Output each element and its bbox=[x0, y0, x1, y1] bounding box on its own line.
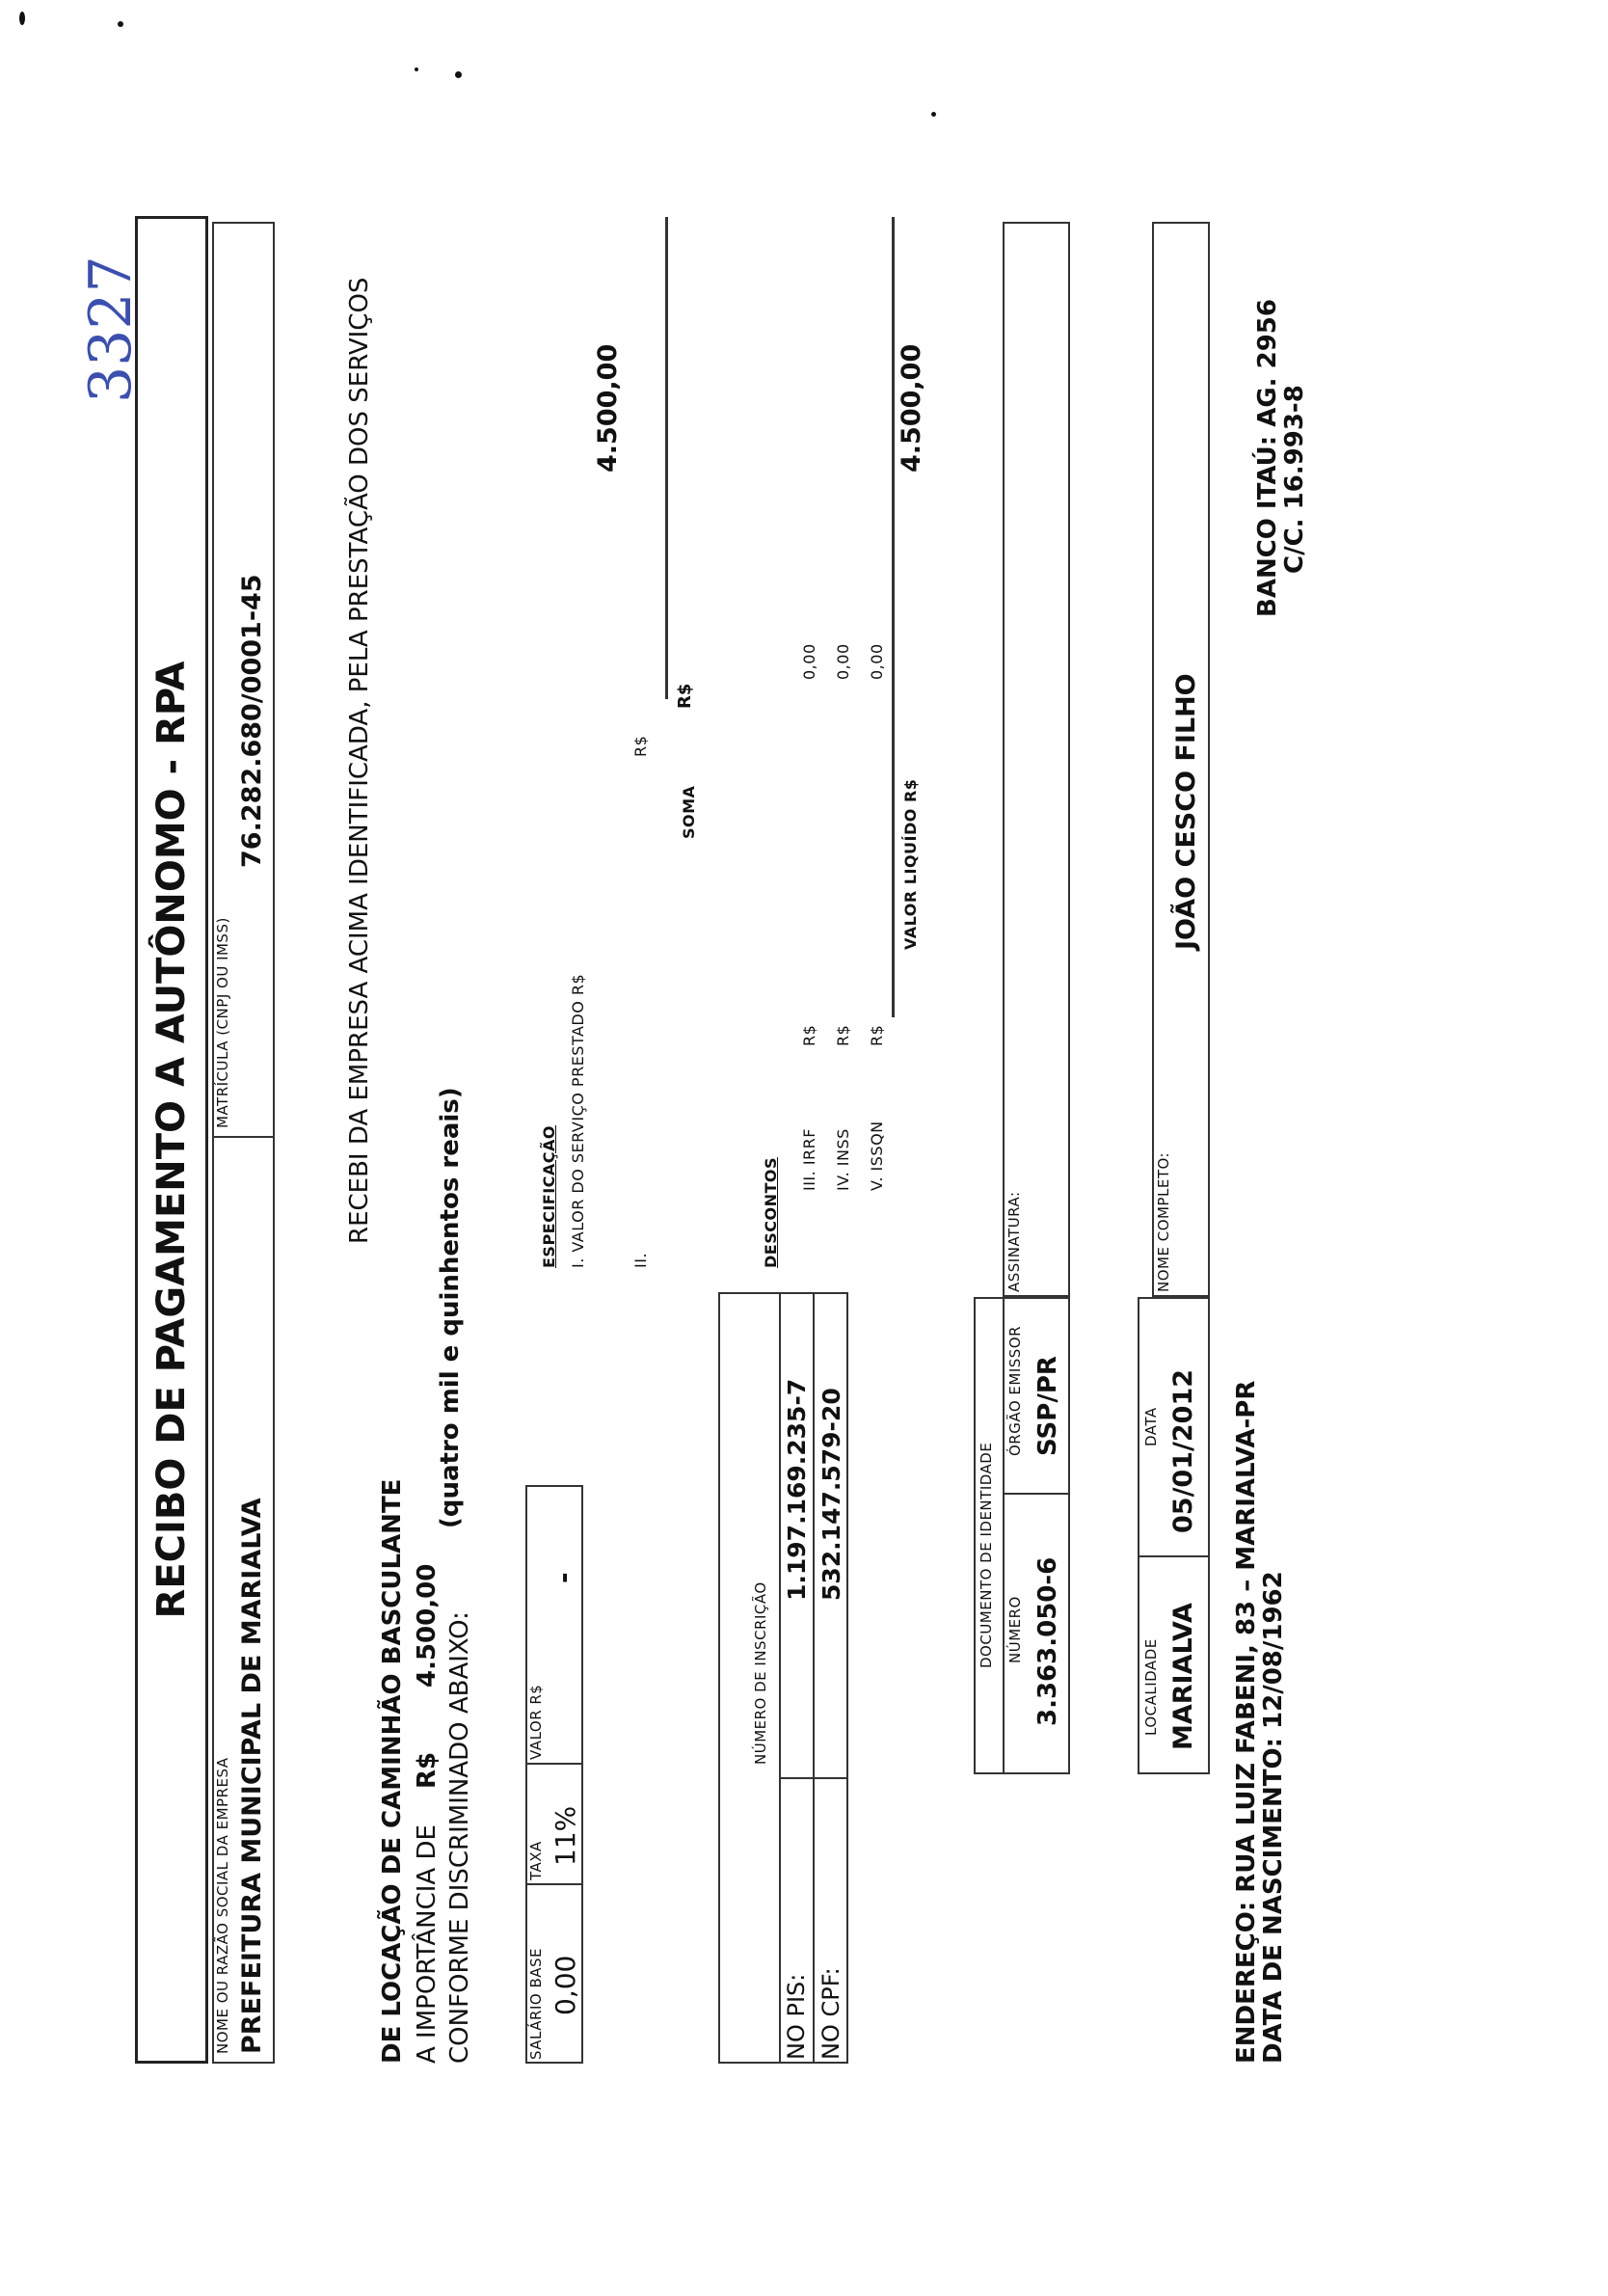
localidade-value: MARIALVA bbox=[1168, 1603, 1198, 1750]
issqn-value: 0,00 bbox=[868, 643, 886, 680]
divider bbox=[779, 1777, 848, 1779]
importancia-value: 4.500,00 bbox=[413, 1563, 442, 1688]
empresa-label: NOME OU RAZÃO SOCIAL DA EMPRESA bbox=[214, 1757, 231, 2054]
divider bbox=[525, 1883, 583, 1885]
descontos-header: DESCONTOS bbox=[762, 1156, 780, 1268]
nome-value: JOÃO CESCO FILHO bbox=[1171, 673, 1201, 950]
valor-value: - bbox=[548, 1572, 579, 1583]
soma-label: SOMA bbox=[680, 785, 698, 839]
item2-currency: R$ bbox=[631, 735, 650, 757]
importancia-currency: R$ bbox=[413, 1751, 442, 1789]
data-label: DATA bbox=[1142, 1407, 1160, 1446]
item2-label: II. bbox=[631, 1252, 650, 1268]
irrf-currency: R$ bbox=[800, 1024, 818, 1046]
importancia-label: A IMPORTÂNCIA DE bbox=[413, 1824, 442, 2064]
scan-speck bbox=[455, 71, 462, 78]
nome-label: NOME COMPLETO: bbox=[1155, 1151, 1172, 1292]
numero-label: NÚMERO bbox=[1006, 1596, 1024, 1663]
inss-value: 0,00 bbox=[834, 643, 852, 680]
recebi-text: RECEBI DA EMPRESA ACIMA IDENTIFICADA, PELA PRESTAÇÃO DOS SERVIÇOS bbox=[345, 277, 374, 1244]
divider bbox=[1003, 1493, 1070, 1495]
divider bbox=[1138, 1555, 1210, 1557]
conforme-text: CONFORME DISCRIMINADO ABAIXO: bbox=[445, 1611, 474, 2064]
inss-currency: R$ bbox=[834, 1024, 852, 1046]
item1-label: I. VALOR DO SERVIÇO PRESTADO R$ bbox=[569, 973, 587, 1268]
issqn-label: V. ISSQN bbox=[868, 1121, 886, 1191]
divider bbox=[779, 1292, 781, 2064]
orgao-value: SSP/PR bbox=[1033, 1356, 1062, 1456]
taxa-value: 11% bbox=[549, 1805, 581, 1866]
data-value: 05/01/2012 bbox=[1168, 1368, 1198, 1533]
assinatura-label: ASSINATURA: bbox=[1005, 1191, 1023, 1292]
empresa-name: PREFEITURA MUNICIPAL DE MARIALVA bbox=[237, 1498, 267, 2054]
scan-speck bbox=[415, 68, 418, 71]
receipt-title: RECIBO DE PAGAMENTO A AUTÔNOMO - RPA bbox=[135, 216, 208, 2064]
liquido-line bbox=[892, 217, 895, 1017]
taxa-label: TAXA bbox=[527, 1841, 545, 1880]
matricula-label: MATRÍCULA (CNPJ OU IMSS) bbox=[214, 917, 231, 1128]
assinatura-box bbox=[1003, 222, 1070, 1297]
salario-base-value: 0,00 bbox=[549, 1955, 581, 2015]
valor-label: VALOR R$ bbox=[527, 1684, 545, 1760]
divider bbox=[212, 1136, 275, 1138]
identidade-header: DOCUMENTO DE IDENTIDADE bbox=[978, 1442, 995, 1668]
soma-currency: R$ bbox=[675, 683, 695, 709]
liquido-label: VALOR LIQUÍDO R$ bbox=[901, 778, 920, 950]
cpf-label: NO CPF: bbox=[817, 1967, 844, 2060]
numero-value: 3.363.050-6 bbox=[1033, 1556, 1062, 1726]
inss-label: IV. INSS bbox=[834, 1128, 852, 1191]
orgao-label: ÓRGÃO EMISSOR bbox=[1006, 1325, 1024, 1456]
nascimento-text: DATA DE NASCIMENTO: 12/08/1962 bbox=[1259, 1571, 1288, 2064]
handwritten-number: 3327 bbox=[77, 256, 145, 403]
liquido-value: 4.500,00 bbox=[897, 343, 926, 473]
endereco-text: ENDEREÇO: RUA LUIZ FABENI, 83 – MARIALVA-PR bbox=[1232, 1380, 1261, 2064]
irrf-label: III. IRRF bbox=[800, 1128, 818, 1191]
localidade-label: LOCALIDADE bbox=[1142, 1638, 1160, 1736]
scan-speck bbox=[118, 21, 123, 27]
soma-line bbox=[665, 217, 668, 699]
item1-value: 4.500,00 bbox=[593, 343, 623, 473]
divider bbox=[1003, 1297, 1005, 1774]
issqn-currency: R$ bbox=[868, 1024, 886, 1046]
pis-value: 1.197.169.235-7 bbox=[783, 1378, 811, 1601]
salario-base-label: SALÁRIO BASE bbox=[527, 1948, 545, 2060]
cpf-value: 532.147.579-20 bbox=[817, 1388, 845, 1601]
conta-text: C/C. 16.993-8 bbox=[1280, 385, 1309, 574]
banco-text: BANCO ITAÚ: AG. 2956 bbox=[1253, 299, 1282, 617]
irrf-value: 0,00 bbox=[800, 643, 818, 680]
especificacao-header: ESPECIFICAÇÃO bbox=[540, 1124, 558, 1268]
divider bbox=[525, 1763, 583, 1765]
matricula-value: 76.282.680/0001-45 bbox=[237, 574, 267, 868]
pis-label: NO PIS: bbox=[783, 1973, 810, 2060]
scan-speck bbox=[19, 12, 25, 25]
divider bbox=[813, 1292, 815, 2064]
receipt-document bbox=[0, 116, 1407, 2189]
valor-extenso: (quatro mil e quinhentos reais) bbox=[436, 1087, 465, 1528]
servico-description: DE LOCAÇÃO DE CAMINHÃO BASCULANTE bbox=[378, 1478, 407, 2064]
inscricao-header: NÚMERO DE INSCRIÇÃO bbox=[752, 1581, 769, 1765]
